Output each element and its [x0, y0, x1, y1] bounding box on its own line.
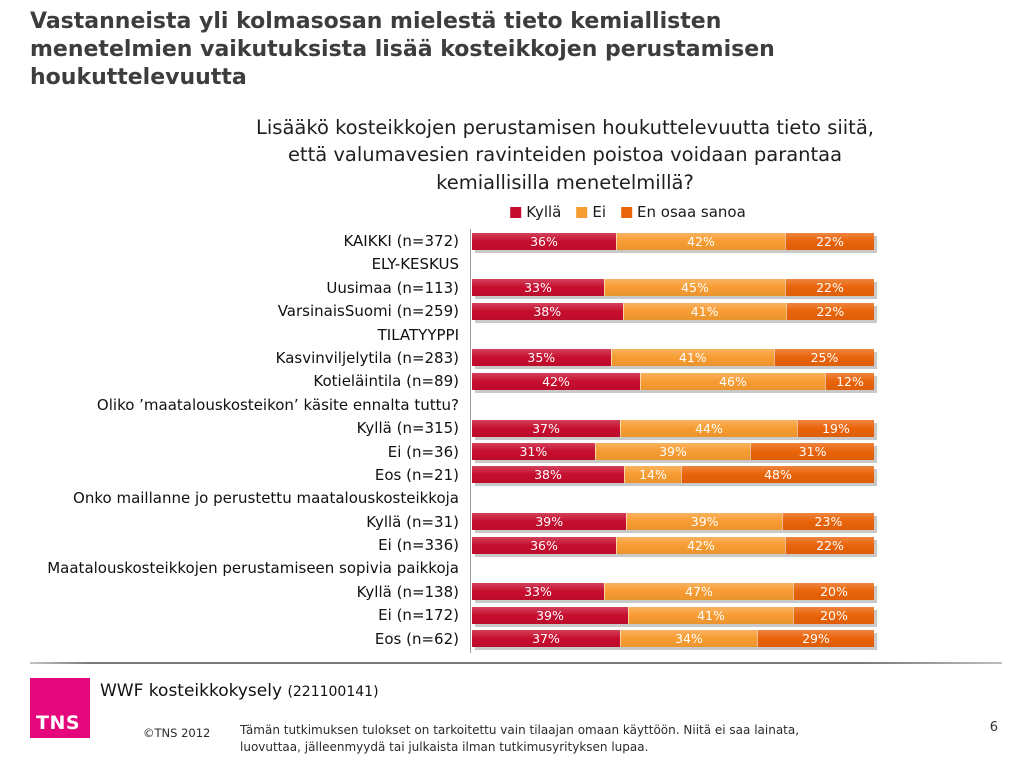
chart-bar-row: [30, 581, 876, 604]
chart-bar-row: [30, 347, 876, 370]
legend-label: En osaa sanoa: [637, 203, 746, 221]
footer-disclaimer: Tämän tutkimuksen tulokset on tarkoitettu vain tilaajan omaan käyttöön. Niitä ei saa lainata, luovuttaa, jälleenmyydä tai julkaista ilman tutkimusyrityksen lupaa.: [240, 723, 800, 755]
bar-segment-en-osaa-sanoa: 20%: [793, 583, 874, 600]
slide-title: [30, 8, 990, 92]
footer-project-code: (221100141): [287, 684, 379, 700]
bar-segment-en-osaa-sanoa: 22%: [785, 233, 874, 250]
row-label: Maatalouskosteikkojen perustamiseen sopivia paikkoja: [47, 559, 459, 578]
bar-segment-en-osaa-sanoa: 23%: [782, 513, 874, 530]
bar-track: [470, 300, 874, 320]
row-label: KAIKKI (n=372): [343, 232, 459, 250]
legend-label: Ei: [592, 203, 607, 221]
bar-segment-kylla: 37%: [472, 630, 620, 647]
page-number: 6: [989, 720, 998, 735]
footer-project-name: WWF kosteikkokysely: [100, 681, 283, 701]
bar-segment-ei: 39%: [626, 513, 781, 530]
bar-segment-kylla: 35%: [472, 349, 611, 366]
row-label: ELY-KESKUS: [371, 255, 459, 274]
stacked-bar: [472, 583, 874, 600]
stacked-bar: [472, 349, 874, 366]
bar-segment-ei: 47%: [604, 583, 793, 600]
chart-question: [145, 114, 985, 196]
bar-track: [470, 347, 874, 367]
bar-segment-kylla: 33%: [472, 279, 604, 296]
footer-divider: [30, 662, 1002, 664]
bar-segment-ei: 14%: [624, 466, 681, 483]
bar-track: [470, 417, 874, 437]
row-label: Ei (n=172): [378, 606, 459, 625]
slide-title-line: houkuttelevuutta: [30, 65, 247, 91]
chart-group-header-row: [30, 394, 876, 417]
bar-segment-kylla: 37%: [472, 420, 620, 437]
stacked-bar: [472, 513, 874, 530]
chart-rows: [30, 230, 876, 651]
bar-segment-kylla: 33%: [472, 583, 604, 600]
chart-bar-row: [30, 534, 876, 557]
chart-question-line: että valumavesien ravinteiden poistoa voidaan parantaa: [287, 143, 843, 167]
chart-bar-row: [30, 417, 876, 440]
stacked-bar: [472, 373, 874, 390]
bar-segment-kylla: 36%: [472, 537, 616, 554]
row-label: Eos (n=21): [374, 465, 459, 484]
bar-segment-kylla: 38%: [472, 303, 623, 320]
slide-title-line: menetelmien vaikutuksista lisää kosteikkojen perustamisen: [30, 37, 775, 63]
bar-segment-en-osaa-sanoa: 31%: [750, 443, 874, 460]
bar-segment-en-osaa-sanoa: 12%: [825, 373, 874, 390]
bar-segment-en-osaa-sanoa: 19%: [797, 420, 874, 437]
bar-segment-en-osaa-sanoa: 20%: [793, 607, 874, 624]
legend-swatch-kylla: [510, 207, 521, 218]
bar-segment-kylla: 36%: [472, 233, 616, 250]
legend-item-kylla: [510, 203, 561, 221]
chart-bar-row: [30, 464, 876, 487]
row-label: TILATYYPPI: [377, 325, 459, 344]
bar-segment-ei: 42%: [616, 233, 785, 250]
bar-segment-kylla: 42%: [472, 373, 640, 390]
chart-bar-row: [30, 441, 876, 464]
bar-track: [470, 464, 874, 484]
row-label: Kyllä (n=315): [356, 419, 459, 438]
chart-group-header-row: [30, 324, 876, 347]
chart-question-line: kemiallisilla menetelmillä?: [436, 170, 694, 194]
footer-project-title: [100, 681, 379, 701]
bar-segment-ei: 39%: [595, 443, 750, 460]
bar-track: [470, 628, 874, 648]
bar-segment-ei: 41%: [623, 303, 786, 320]
bar-segment-kylla: 31%: [472, 443, 595, 460]
bar-segment-ei: 42%: [616, 537, 785, 554]
legend-item-en-osaa-sanoa: [621, 203, 746, 221]
legend-swatch-ei: [576, 207, 587, 218]
bar-track: [470, 581, 874, 601]
chart-group-header-row: [30, 253, 876, 276]
stacked-bar: [472, 630, 874, 647]
bar-track: [470, 534, 874, 554]
row-label: Ei (n=36): [387, 442, 459, 461]
tns-logo: [30, 678, 90, 738]
bar-segment-en-osaa-sanoa: 29%: [757, 630, 874, 647]
bar-track: [470, 511, 874, 531]
row-label: Uusimaa (n=113): [326, 278, 459, 297]
chart-bar-row: [30, 370, 876, 393]
footer-copyright: ©TNS 2012: [143, 726, 211, 740]
chart-question-line: Lisääkö kosteikkojen perustamisen houkuttelevuutta tieto siitä,: [256, 116, 874, 139]
chart-legend: [510, 203, 746, 221]
row-label: VarsinaisSuomi (n=259): [277, 302, 459, 321]
stacked-bar: [472, 420, 874, 437]
bar-segment-kylla: 38%: [472, 466, 624, 483]
bar-segment-ei: 46%: [640, 373, 825, 390]
bar-segment-kylla: 39%: [472, 607, 628, 624]
bar-segment-ei: 41%: [611, 349, 774, 366]
chart-bar-row: [30, 628, 876, 651]
legend-item-ei: [576, 203, 606, 221]
bar-track: [470, 441, 874, 461]
bar-segment-ei: 45%: [604, 279, 785, 296]
chart-bar-row: [30, 300, 876, 323]
bar-track: [470, 370, 874, 390]
chart-bar-row: [30, 230, 876, 253]
row-label: Eos (n=62): [374, 629, 459, 648]
stacked-bar: [472, 443, 874, 460]
stacked-bar: [472, 279, 874, 296]
stacked-bar: [472, 466, 874, 483]
bar-track: [470, 230, 874, 250]
bar-segment-en-osaa-sanoa: 22%: [785, 279, 874, 296]
bar-track: [470, 604, 874, 624]
row-label: Ei (n=336): [378, 536, 459, 555]
bar-segment-en-osaa-sanoa: 22%: [786, 303, 874, 320]
bar-track: [470, 277, 874, 297]
bar-segment-ei: 34%: [620, 630, 757, 647]
legend-swatch-en-osaa-sanoa: [621, 207, 632, 218]
stacked-bar: [472, 303, 874, 320]
bar-segment-en-osaa-sanoa: 22%: [785, 537, 874, 554]
chart-bar-row: [30, 511, 876, 534]
tns-logo-text: TNS: [36, 712, 81, 734]
row-label: Kasvinviljelytila (n=283): [275, 348, 459, 367]
stacked-bar: [472, 233, 874, 250]
chart-bar-row: [30, 604, 876, 627]
row-label: Kotieläintila (n=89): [313, 372, 459, 391]
chart-group-header-row: [30, 557, 876, 580]
bar-segment-en-osaa-sanoa: 25%: [774, 349, 874, 366]
chart-group-header-row: [30, 487, 876, 510]
chart-bar-row: [30, 277, 876, 300]
legend-label: Kyllä: [526, 203, 562, 221]
row-label: Kyllä (n=138): [356, 582, 459, 601]
bar-segment-kylla: 39%: [472, 513, 626, 530]
bar-segment-ei: 41%: [628, 607, 793, 624]
stacked-bar: [472, 537, 874, 554]
slide-title-line: Vastanneista yli kolmasosan mielestä tieto kemiallisten: [30, 9, 722, 34]
row-label: Oliko ’maatalouskosteikon’ käsite ennalta tuttu?: [96, 395, 459, 414]
bar-segment-en-osaa-sanoa: 48%: [681, 466, 874, 483]
row-label: Onko maillanne jo perustettu maatalouskosteikkoja: [73, 489, 459, 508]
row-label: Kyllä (n=31): [366, 512, 459, 531]
stacked-bar: [472, 607, 874, 624]
bar-segment-ei: 44%: [620, 420, 797, 437]
